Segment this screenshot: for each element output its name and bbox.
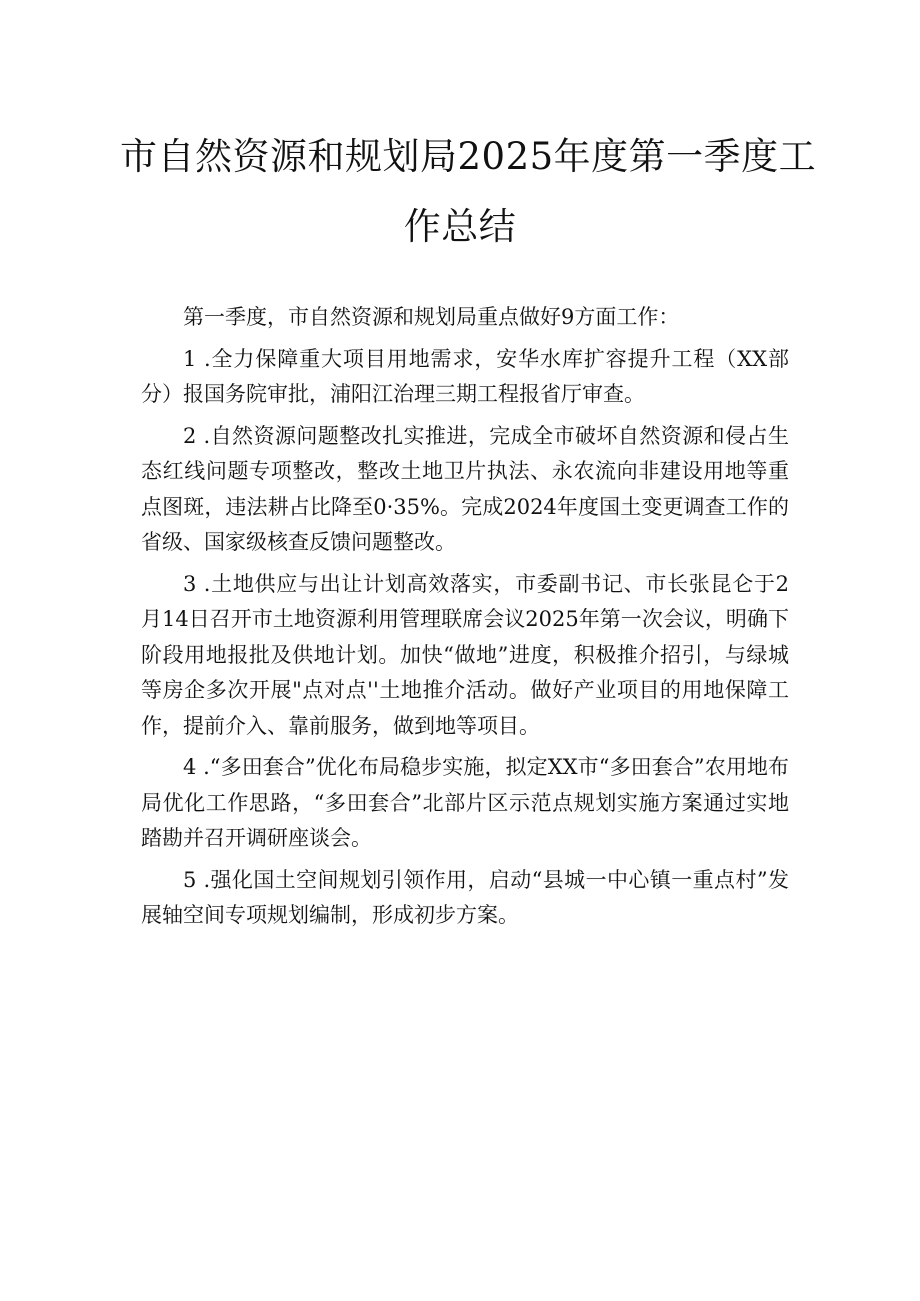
- document-title-line-2: 作总结: [403, 205, 517, 248]
- item-paragraph-5: 5 .强化国土空间规划引领作用，启动“县城一中心镇一重点村”发展轴空间专项规划编制，形成初步方案。: [141, 867, 789, 927]
- document-body: [141, 300, 789, 934]
- item-paragraph-3: 3 .土地供应与出让计划高效落实，市委副书记、市长张昆仑于2月14日召开市土地资源利用管理联席会议2025年第一次会议，明确下阶段用地报批及供地计划。加快“做地”进度，积极推介招引，与绿城等房企多次开展"点对点''土地推介活动。做好产业项目的用地保障工作，提前介入、靠前服务，做到地等项目。: [141, 571, 789, 738]
- item-paragraph-1: 1 .全力保障重大项目用地需求，安华水库扩容提升工程（XX部分）报国务院审批，浦阳江治理三期工程报省厅审查。: [141, 346, 789, 406]
- item-paragraph-2: 2 .自然资源问题整改扎实推进，完成全市破坏自然资源和侵占生态红线问题专项整改，整改土地卫片执法、永农流向非建设用地等重点图斑，违法耕占比降至0·35%。完成2024年度国土变更调查工作的省级、国家级核查反馈问题整改。: [141, 423, 789, 554]
- intro-paragraph: 第一季度，市自然资源和规划局重点做好9方面工作：: [183, 305, 680, 329]
- document-title-line-1: 市自然资源和规划局2025年度第一季度工: [120, 135, 817, 178]
- item-paragraph-4: 4 .“多田套合”优化布局稳步实施，拟定XX市“多田套合”农用地布局优化工作思路，“多田套合”北部片区示范点规划实施方案通过实地踏勘并召开调研座谈会。: [141, 755, 789, 850]
